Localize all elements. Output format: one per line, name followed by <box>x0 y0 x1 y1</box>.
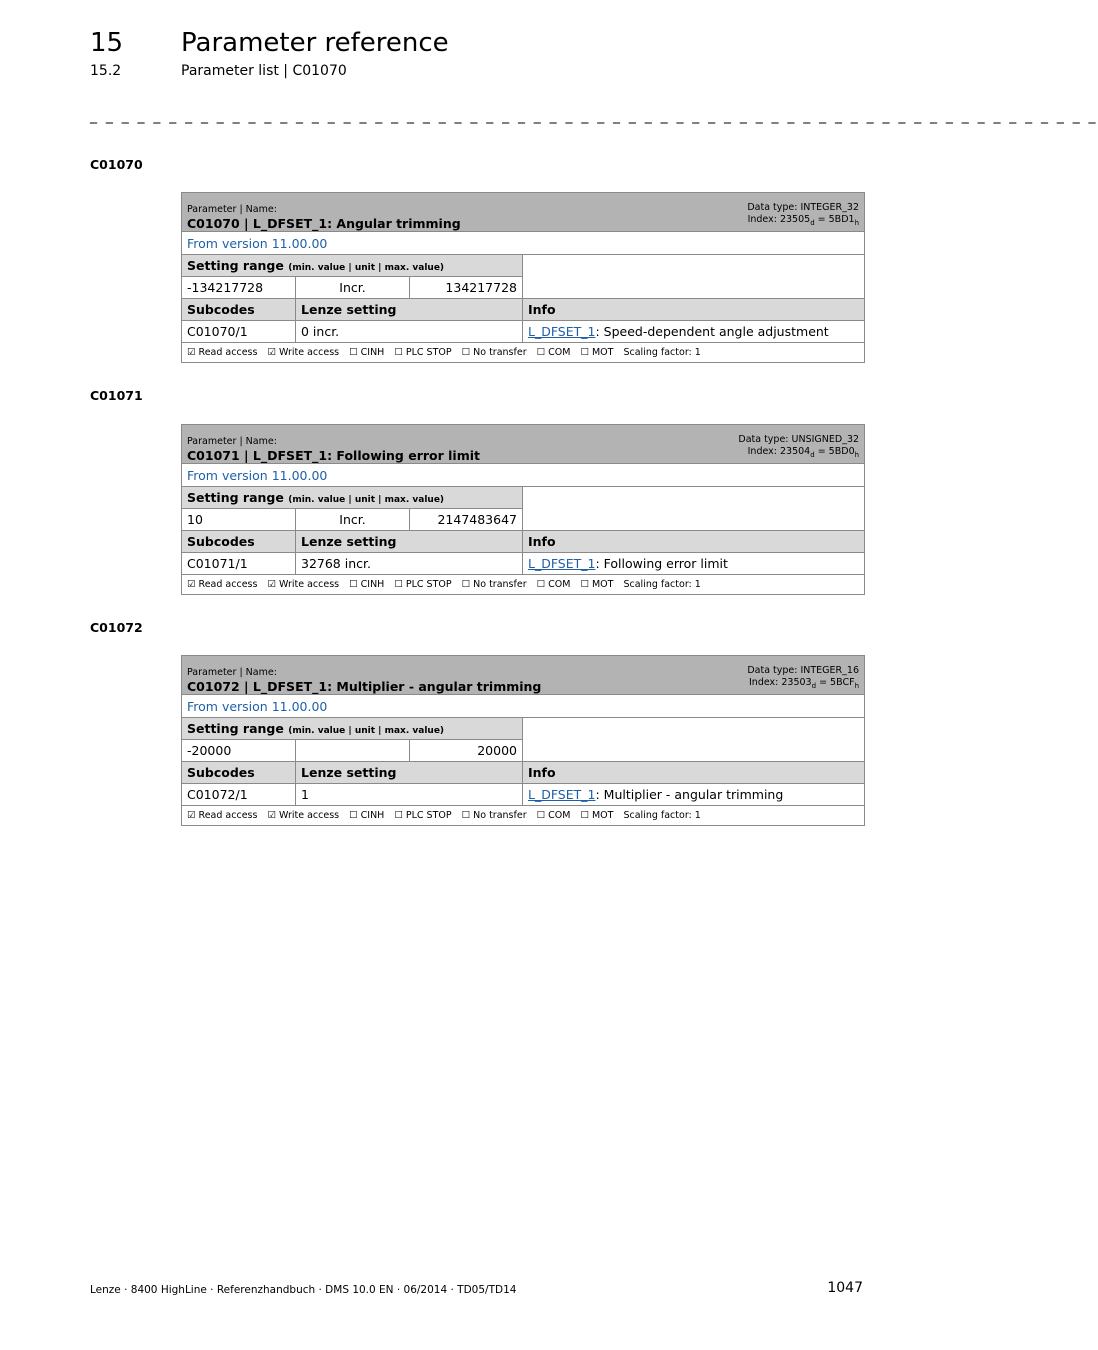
param-name: C01072 | L_DFSET_1: Multiplier - angular trimming <box>187 679 542 694</box>
col-info: Info <box>523 762 865 784</box>
access-flag: Scaling factor: 1 <box>623 810 701 821</box>
lenze-setting: 1 <box>296 784 523 806</box>
access-flag: ☐ CINH <box>349 347 385 358</box>
section-title: Parameter list | C01070 <box>181 63 347 79</box>
param-index: Index: $23504_d = 5BD0_h$ <box>747 446 860 459</box>
access-flag: ☑ Write access <box>267 810 340 821</box>
param-header <box>182 425 865 464</box>
param-table <box>181 192 865 363</box>
col-subcodes: Subcodes <box>182 299 296 321</box>
setting-range-title: Setting range (min. value | unit | max. value) <box>182 487 523 509</box>
range-max: 2147483647 <box>410 509 523 531</box>
access-flag: ☐ COM <box>536 347 571 358</box>
range-max: 134217728 <box>410 277 523 299</box>
col-lenze-setting: Lenze setting <box>296 531 523 553</box>
info-link[interactable]: L_DFSET_1 <box>528 556 596 571</box>
param-heading: C01071 <box>90 388 143 403</box>
access-flag: ☐ MOT <box>580 347 614 358</box>
chapter-title: Parameter reference <box>181 28 449 58</box>
col-lenze-setting: Lenze setting <box>296 299 523 321</box>
access-flag: ☐ MOT <box>580 579 614 590</box>
param-name-label: Parameter | Name: <box>187 204 277 215</box>
access-flag: ☐ PLC STOP <box>394 347 452 358</box>
col-subcodes: Subcodes <box>182 531 296 553</box>
setting-range-title: Setting range (min. value | unit | max. value) <box>182 718 523 740</box>
col-lenze-setting: Lenze setting <box>296 762 523 784</box>
access-flag: ☐ COM <box>536 579 571 590</box>
footer-text: Lenze · 8400 HighLine · Referenzhandbuch · DMS 10.0 EN · 06/2014 · TD05/TD14 <box>90 1284 517 1296</box>
range-empty-cell <box>523 255 865 299</box>
range-min: -134217728 <box>182 277 296 299</box>
access-flags <box>182 575 865 595</box>
access-flag: ☑ Write access <box>267 579 340 590</box>
access-flag: ☐ CINH <box>349 810 385 821</box>
param-heading: C01072 <box>90 620 143 635</box>
lenze-setting: 0 incr. <box>296 321 523 343</box>
col-info: Info <box>523 299 865 321</box>
param-table <box>181 655 865 826</box>
access-flag: ☐ PLC STOP <box>394 810 452 821</box>
range-max: 20000 <box>410 740 523 762</box>
col-subcodes: Subcodes <box>182 762 296 784</box>
access-flag: ☑ Read access <box>187 347 258 358</box>
range-unit: Incr. <box>296 509 410 531</box>
data-type: Data type: INTEGER_16 <box>747 665 859 677</box>
range-min: -20000 <box>182 740 296 762</box>
info-link[interactable]: L_DFSET_1 <box>528 787 596 802</box>
access-flag: ☐ COM <box>536 810 571 821</box>
setting-range-title: Setting range (min. value | unit | max. value) <box>182 255 523 277</box>
access-flag: ☑ Read access <box>187 579 258 590</box>
param-index: Index: $23503_d = 5BCF_h$ <box>749 677 859 690</box>
info-link[interactable]: L_DFSET_1 <box>528 324 596 339</box>
subcode: C01070/1 <box>182 321 296 343</box>
col-info: Info <box>523 531 865 553</box>
param-header <box>182 193 865 232</box>
access-flag: ☑ Read access <box>187 810 258 821</box>
range-unit: Incr. <box>296 277 410 299</box>
param-index: Index: $23505_d = 5BD1_h$ <box>747 214 859 227</box>
access-flag: ☑ Write access <box>267 347 340 358</box>
data-type: Data type: INTEGER_32 <box>747 202 859 214</box>
range-empty-cell <box>523 718 865 762</box>
param-name-label: Parameter | Name: <box>187 436 277 447</box>
range-empty-cell <box>523 487 865 531</box>
access-flags <box>182 806 865 826</box>
lenze-setting: 32768 incr. <box>296 553 523 575</box>
param-header <box>182 656 865 695</box>
range-min: 10 <box>182 509 296 531</box>
param-table <box>181 424 865 595</box>
param-name-label: Parameter | Name: <box>187 667 277 678</box>
info: L_DFSET_1: Multiplier - angular trimming <box>523 784 865 806</box>
data-type: Data type: UNSIGNED_32 <box>738 434 860 446</box>
version-info: From version 11.00.00 <box>182 695 865 718</box>
access-flag: Scaling factor: 1 <box>623 347 701 358</box>
chapter-number: 15 <box>90 28 124 58</box>
access-flags <box>182 343 865 363</box>
access-flag: ☐ No transfer <box>461 347 527 358</box>
access-flag: ☐ PLC STOP <box>394 579 452 590</box>
access-flag: Scaling factor: 1 <box>623 579 701 590</box>
access-flag: ☐ No transfer <box>461 810 527 821</box>
header-separator: _ _ _ _ _ _ _ _ _ _ _ _ _ _ _ _ _ _ _ _ _ _ _ _ _ _ _ _ _ _ _ _ _ _ _ _ _ _ _ _ _ _ _ _ _ _ _ _ _ _ _ _ _ _ _ _ _ _ _ _ _ _ _ _ <box>90 108 1098 124</box>
info: L_DFSET_1: Following error limit <box>523 553 865 575</box>
page-number: 1047 <box>827 1280 863 1296</box>
version-info: From version 11.00.00 <box>182 232 865 255</box>
access-flag: ☐ CINH <box>349 579 385 590</box>
section-number: 15.2 <box>90 63 122 79</box>
param-heading: C01070 <box>90 157 143 172</box>
version-info: From version 11.00.00 <box>182 464 865 487</box>
param-name: C01071 | L_DFSET_1: Following error limit <box>187 448 480 463</box>
access-flag: ☐ MOT <box>580 810 614 821</box>
subcode: C01072/1 <box>182 784 296 806</box>
access-flag: ☐ No transfer <box>461 579 527 590</box>
param-name: C01070 | L_DFSET_1: Angular trimming <box>187 216 461 231</box>
info: L_DFSET_1: Speed-dependent angle adjustment <box>523 321 865 343</box>
range-unit <box>296 740 410 762</box>
subcode: C01071/1 <box>182 553 296 575</box>
